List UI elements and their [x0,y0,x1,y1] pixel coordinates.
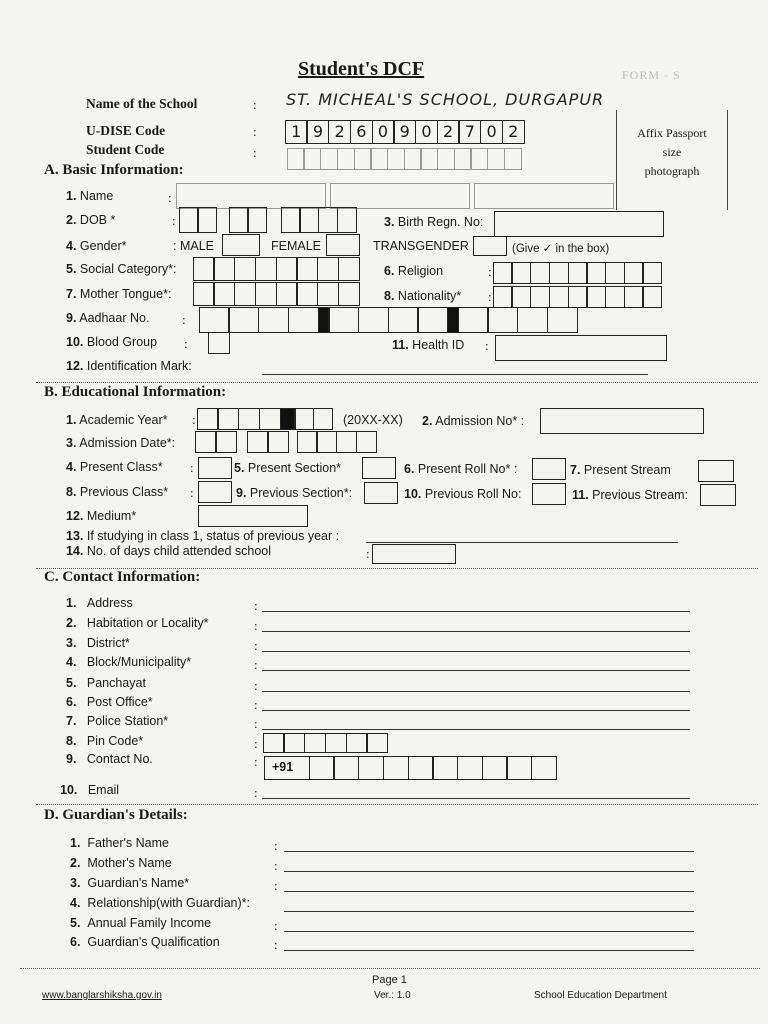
social-category-cells[interactable] [194,257,360,281]
admission-no-label: Admission No* : [435,414,525,428]
colon: : [274,878,278,893]
guardian-row-label: 2. Mother's Name [70,856,172,870]
guardian-row-label: 5. Annual Family Income [70,916,212,930]
colon: : [254,716,258,731]
department: School Education Department [534,990,667,1001]
udise-digit: 2 [328,120,351,144]
health-id-field[interactable] [495,335,667,361]
nationality-label: Nationality* [397,289,462,303]
present-section-label: Present Section* [247,461,342,475]
identification-mark-line[interactable] [262,374,648,375]
identification-mark-label: Identification Mark: [86,359,192,373]
dob-day-cells[interactable] [180,207,217,233]
section-educational-heading: B. Educational Information: [44,384,227,400]
udise-digit: 9 [306,120,329,144]
contact-row-label: 3. District* [66,636,130,650]
colon: : [254,736,258,751]
present-roll-label: Present Roll No* : [417,462,518,476]
guardian-field-line[interactable] [284,911,694,912]
gender-female-checkbox[interactable] [326,234,360,256]
pin-code-cells[interactable] [264,733,388,753]
name-field-1[interactable] [176,183,326,209]
contact-row-label: 5. Panchayat [66,676,146,690]
contact-row-label: 4. Block/Municipality* [66,655,192,669]
days-attended-field[interactable] [372,544,456,564]
student-code-label: Student Code [86,142,165,157]
present-section-field[interactable] [362,457,396,479]
previous-roll-label: Previous Roll No: [424,487,522,501]
contact-field-line[interactable] [262,611,690,612]
colon: : [254,697,258,712]
guardian-field-line[interactable] [284,851,694,852]
udise-digit: 1 [285,120,308,144]
section-basic-heading: A. Basic Information: [44,162,184,178]
present-roll-field[interactable] [532,458,566,480]
guardian-field-line[interactable] [284,950,694,951]
social-category-label: Social Category*: [79,262,177,276]
mother-tongue-cells[interactable] [194,282,360,306]
contact-field-line[interactable] [262,798,690,799]
dob-label: DOB * [79,213,116,227]
photo-instructions: Affix Passport size photograph [637,126,707,178]
name-field-2[interactable] [330,183,470,209]
present-class-field[interactable] [198,457,232,479]
colon: : [254,638,258,653]
guardian-field-line[interactable] [284,871,694,872]
aadhaar-cells[interactable] [200,307,578,333]
colon: : [274,918,278,933]
version: Ver.: 1.0 [374,990,411,1001]
guardian-field-line[interactable] [284,891,694,892]
contact-field-line[interactable] [262,651,690,652]
gender-hint: (Give ✓ in the box) [512,243,610,255]
previous-section-field[interactable] [364,482,398,504]
guardian-row-label: 4. Relationship(with Guardian)*: [70,896,250,910]
name-field-3[interactable] [474,183,614,209]
contact-field-line[interactable] [262,631,690,632]
admission-no-field[interactable] [540,408,704,434]
gender-female-label: FEMALE [271,239,322,253]
contact-row-label: 7. Police Station* [66,714,169,728]
footer-divider [20,968,760,969]
colon: : [253,97,257,112]
divider [36,804,758,805]
colon: : [254,657,258,672]
udise-digit: 2 [437,120,460,144]
gender-male-label: : MALE [173,239,214,253]
previous-stream-field[interactable] [700,484,736,506]
colon: : [253,145,257,160]
academic-year-label: Academic Year* [79,413,168,427]
academic-year-hint: (20XX-XX) [343,413,403,427]
birth-regn-field[interactable] [494,211,664,237]
contact-row-label: 1. Address [66,596,133,610]
udise-digit: 2 [502,120,525,144]
admission-date-year-cells[interactable] [298,431,377,453]
contact-field-line[interactable] [262,729,690,730]
udise-code-cells[interactable] [286,120,525,144]
dob-month-cells[interactable] [230,207,267,233]
contact-field-line[interactable] [262,691,690,692]
colon: : [274,937,278,952]
previous-roll-field[interactable] [532,483,566,505]
blood-group-field[interactable] [208,332,230,354]
section-contact-heading: C. Contact Information: [44,569,201,585]
contact-row-label: 10. Email [60,783,120,797]
contact-field-line[interactable] [262,670,690,671]
blood-group-label: Blood Group [86,335,158,349]
class1-status-label: If studying in class 1, status of previous year : [86,529,340,543]
guardian-row-label: 1. Father's Name [70,836,169,850]
health-id-label: Health ID [412,338,465,352]
country-code: +91 [272,760,294,774]
colon: : [254,618,258,633]
colon: : [254,754,258,769]
section-guardian-heading: D. Guardian's Details: [44,807,188,823]
medium-field[interactable] [198,505,308,527]
divider [36,382,758,383]
present-stream-field[interactable] [698,460,734,482]
gender-transgender-label: TRANSGENDER [373,239,469,253]
colon: : [253,124,257,139]
medium-label: Medium* [86,509,137,523]
contact-row-label: 8. Pin Code* [66,734,144,748]
mother-tongue-label: Mother Tongue*: [79,287,172,301]
gender-transgender-checkbox[interactable] [473,236,507,256]
colon: : [274,838,278,853]
nationality-cells[interactable] [494,286,662,308]
name-label: Name [79,189,114,203]
present-stream-label: Present Stream [583,463,671,477]
gender-label: Gender* [79,239,127,253]
academic-year-cells[interactable] [198,408,333,430]
present-class-label: Present Class* [79,460,163,474]
udise-digit: 9 [393,120,416,144]
previous-class-field[interactable] [198,481,232,503]
admission-date-day-cells[interactable] [196,431,237,453]
birth-regn-label: Birth Regn. No: [397,215,484,229]
dob-year-cells[interactable] [282,207,357,233]
contact-row-label: 6. Post Office* [66,695,153,709]
colon: : [254,785,258,800]
website-link[interactable]: www.banglarshiksha.gov.in [42,990,162,1001]
school-name-value[interactable]: ST. MICHEAL'S SCHOOL, DURGAPUR [286,90,605,109]
page-number: Page 1 [372,974,407,986]
contact-row-label: 9. Contact No. [66,752,153,766]
days-attended-label: No. of days child attended school [86,544,272,558]
admission-date-label: Admission Date*: [79,436,176,450]
religion-label: Religion [397,264,444,278]
udise-digit: 6 [350,120,373,144]
colon: : [274,858,278,873]
form-title: Student's DCF [298,58,425,80]
religion-cells[interactable] [494,262,662,284]
school-name-label: Name of the School [86,96,198,111]
student-code-cells[interactable] [288,148,522,170]
guardian-row-label: 6. Guardian's Qualification [70,935,220,949]
aadhaar-label: Aadhaar No. [79,311,150,325]
admission-date-month-cells[interactable] [248,431,289,453]
class1-status-line[interactable] [366,542,678,543]
contact-field-line[interactable] [262,710,690,711]
colon: : [254,678,258,693]
guardian-row-label: 3. Guardian's Name* [70,876,190,890]
udise-digit: 0 [480,120,503,144]
udise-digit: 7 [458,120,481,144]
udise-digit: 0 [415,120,438,144]
guardian-field-line[interactable] [284,931,694,932]
form-number: FORM - S [622,68,681,82]
gender-male-checkbox[interactable] [222,234,260,256]
udise-label: U-DISE Code [86,123,166,138]
contact-no-cells[interactable] [310,756,557,780]
previous-stream-label: Previous Stream: [592,488,689,502]
colon: : [254,598,258,613]
previous-section-label: Previous Section*: [249,486,353,500]
udise-digit: 0 [372,120,395,144]
previous-class-label: Previous Class* [79,485,169,499]
contact-row-label: 2. Habitation or Locality* [66,616,209,630]
